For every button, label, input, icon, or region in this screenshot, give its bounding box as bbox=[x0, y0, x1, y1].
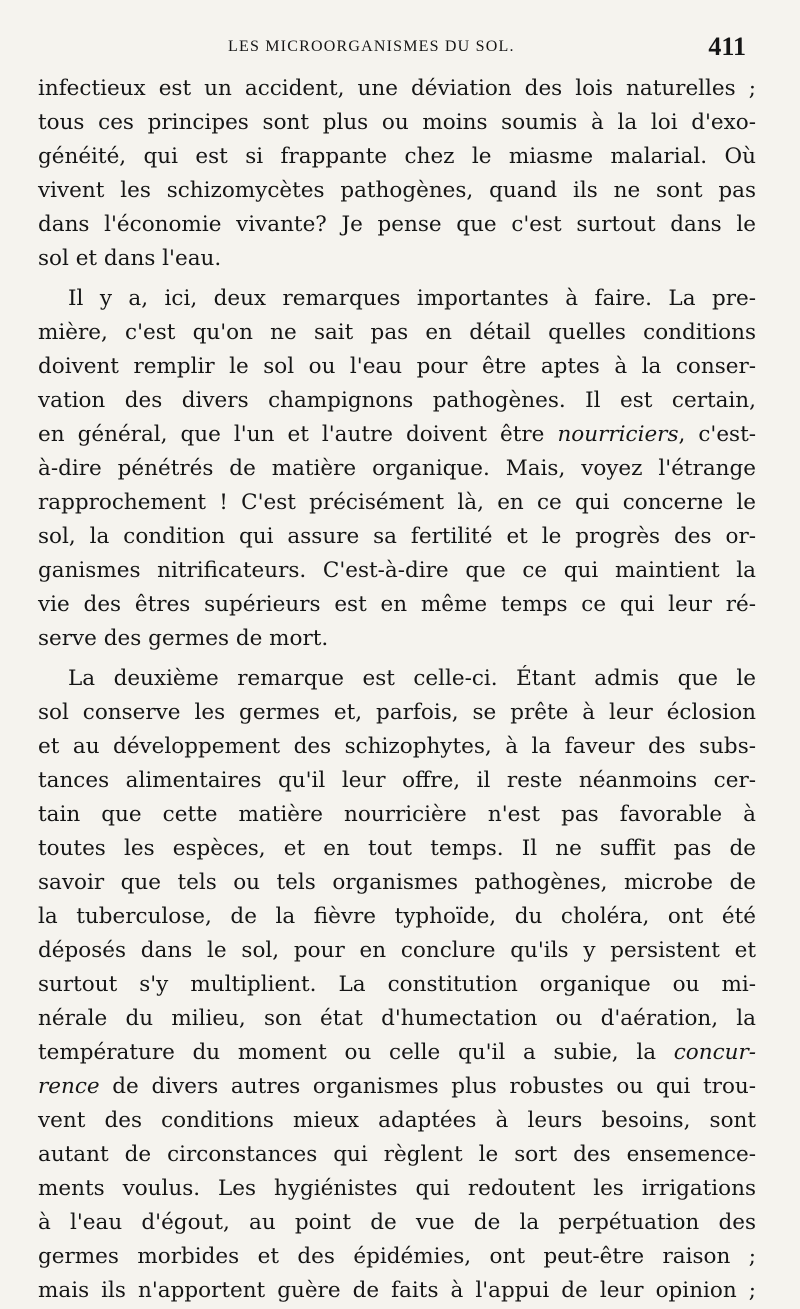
text-line: surtout s'y multiplient. La constitution organique ou mi- bbox=[38, 972, 756, 997]
text-line: généité, qui est si frappante chez le miasme malarial. Où bbox=[38, 144, 756, 169]
page-number: 411 bbox=[708, 32, 746, 61]
paragraph-1 bbox=[38, 72, 756, 276]
text-line: nérale du milieu, son état d'humectation ou d'aération, la bbox=[38, 1006, 756, 1031]
text-line: à l'eau d'égout, au point de vue de la perpétuation des bbox=[38, 1210, 756, 1235]
text-line: vivent les schizomycètes pathogènes, quand ils ne sont pas bbox=[38, 178, 756, 203]
text-line: savoir que tels ou tels organismes pathogènes, microbe de bbox=[38, 870, 756, 895]
text-line: et au développement des schizophytes, à la faveur des subs- bbox=[38, 734, 756, 759]
paragraph-3 bbox=[38, 662, 756, 1308]
text-line: Il y a, ici, deux remarques importantes à faire. La pre- bbox=[68, 286, 756, 311]
text-line: autant de circonstances qui règlent le sort des ensemence- bbox=[38, 1142, 756, 1167]
text-line: vie des êtres supérieurs est en même temps ce qui leur ré- bbox=[38, 592, 756, 617]
text-line: germes morbides et des épidémies, ont peut-être raison ; bbox=[38, 1244, 756, 1269]
text-line: ments voulus. Les hygiénistes qui redoutent les irrigations bbox=[38, 1176, 756, 1201]
text-line: dans l'économie vivante? Je pense que c'est surtout dans le bbox=[38, 212, 756, 237]
text-line: sol, la condition qui assure sa fertilité et le progrès des or- bbox=[38, 524, 756, 549]
emphasis-nourriciers: nourriciers bbox=[557, 422, 679, 447]
text-segment: de divers autres organismes plus robustes ou qui trou- bbox=[99, 1074, 756, 1099]
text-line: tous ces principes sont plus ou moins soumis à la loi d'exo- bbox=[38, 110, 756, 135]
text-segment: , c'est- bbox=[678, 422, 756, 447]
text-line: toutes les espèces, et en tout temps. Il ne suffit pas de bbox=[38, 836, 756, 861]
text-line: tances alimentaires qu'il leur offre, il reste néanmoins cer- bbox=[38, 768, 756, 793]
text-line: sol et dans l'eau. bbox=[38, 246, 222, 271]
text-line: ganismes nitrificateurs. C'est-à-dire que ce qui maintient la bbox=[38, 558, 756, 583]
text-line: vation des divers champignons pathogènes. Il est certain, bbox=[38, 388, 756, 413]
text-line: rapprochement ! C'est précisément là, en ce qui concerne le bbox=[38, 490, 756, 515]
text-segment: en général, que l'un et l'autre doivent être bbox=[38, 422, 558, 447]
text-line: tain que cette matière nourricière n'est pas favorable à bbox=[38, 802, 756, 827]
text-line: mais ils n'apportent guère de faits à l'appui de leur opinion ; bbox=[38, 1278, 756, 1303]
text-line-with-emphasis bbox=[38, 1070, 756, 1104]
text-line-with-emphasis bbox=[38, 1036, 756, 1070]
text-line: vent des conditions mieux adaptées à leurs besoins, sont bbox=[38, 1108, 756, 1133]
text-line: la tuberculose, de la fièvre typhoïde, du choléra, ont été bbox=[38, 904, 756, 929]
text-line-with-emphasis bbox=[38, 418, 756, 452]
paragraph-2 bbox=[38, 282, 756, 656]
page-body bbox=[38, 72, 756, 1308]
running-title: LES MICROORGANISMES DU SOL. bbox=[228, 38, 515, 55]
emphasis-concurrence-part1: concur- bbox=[673, 1040, 756, 1065]
text-line: infectieux est un accident, une déviation des lois naturelles ; bbox=[38, 76, 756, 101]
text-line: doivent remplir le sol ou l'eau pour être aptes à la conser- bbox=[38, 354, 756, 379]
emphasis-concurrence-part2: rence bbox=[38, 1074, 100, 1099]
text-line: serve des germes de mort. bbox=[38, 626, 329, 651]
text-line: La deuxième remarque est celle-ci. Étant admis que le bbox=[68, 666, 756, 691]
text-line: déposés dans le sol, pour en conclure qu'ils y persistent et bbox=[38, 938, 756, 963]
text-segment: température du moment ou celle qu'il a subie, la bbox=[38, 1040, 674, 1065]
text-line: sol conserve les germes et, parfois, se prête à leur éclosion bbox=[38, 700, 756, 725]
page-header bbox=[38, 32, 750, 62]
text-line: à-dire pénétrés de matière organique. Mais, voyez l'étrange bbox=[38, 456, 756, 481]
text-line: mière, c'est qu'on ne sait pas en détail quelles conditions bbox=[38, 320, 756, 345]
